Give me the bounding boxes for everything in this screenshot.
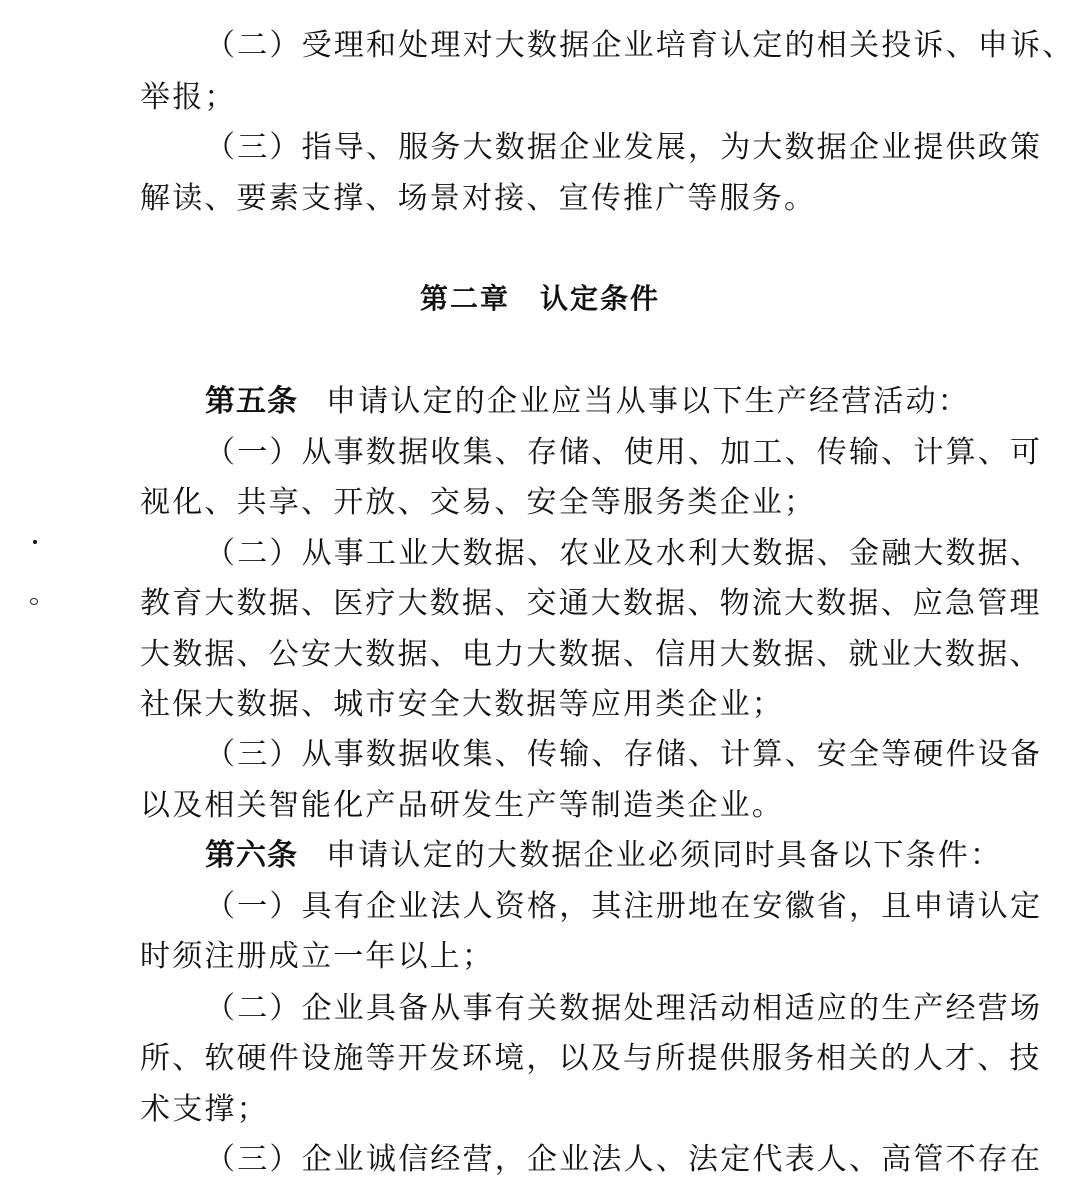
text-line: （二）企业具备从事有关数据处理活动相适应的生产经营场 bbox=[205, 991, 1043, 1026]
chapter-heading bbox=[0, 281, 1080, 317]
chapter-title: 认定条件 bbox=[540, 282, 661, 315]
text-line: （一）从事数据收集、存储、使用、加工、传输、计算、可 bbox=[205, 435, 1043, 470]
article-6-label: 第六条 bbox=[205, 838, 298, 873]
text-line: （三）企业诚信经营，企业法人、法定代表人、高管不存在 bbox=[205, 1142, 1043, 1177]
text-line: 以及相关智能化产品研发生产等制造类企业。 bbox=[140, 788, 784, 823]
text-line: （三）从事数据收集、传输、存储、计算、安全等硬件设备 bbox=[205, 737, 1043, 772]
text-line: 所、软硬件设施等开发环境，以及与所提供服务相关的人才、技 bbox=[140, 1041, 1042, 1076]
text-line: （三）指导、服务大数据企业发展，为大数据企业提供政策 bbox=[205, 130, 1043, 165]
article-6-text: 申请认定的大数据企业必须同时具备以下条件： bbox=[326, 838, 1003, 873]
text-line: 视化、共享、开放、交易、安全等服务类企业； bbox=[140, 485, 817, 520]
text-line: （一）具有企业法人资格，其注册地在安徽省，且申请认定 bbox=[205, 889, 1043, 924]
text-line: 大数据、公安大数据、电力大数据、信用大数据、就业大数据、 bbox=[140, 637, 1042, 672]
text-line: 时须注册成立一年以上； bbox=[140, 939, 495, 974]
scan-speck bbox=[33, 540, 37, 544]
text-line: 社保大数据、城市安全大数据等应用类企业； bbox=[140, 687, 784, 722]
text-line: （二）从事工业大数据、农业及水利大数据、金融大数据、 bbox=[205, 536, 1043, 571]
scan-speck bbox=[30, 598, 38, 605]
text-line: 教育大数据、医疗大数据、交通大数据、物流大数据、应急管理 bbox=[140, 586, 1042, 621]
article-5-intro bbox=[205, 384, 970, 420]
article-5-text: 申请认定的企业应当从事以下生产经营活动： bbox=[326, 384, 970, 419]
text-line: 举报； bbox=[140, 80, 237, 115]
article-6-intro bbox=[205, 838, 1003, 874]
text-line: （二）受理和处理对大数据企业培育认定的相关投诉、申诉、 bbox=[205, 28, 1075, 63]
chapter-number: 第二章 bbox=[419, 282, 510, 315]
article-5-label: 第五条 bbox=[205, 384, 298, 419]
text-line: 解读、要素支撑、场景对接、宣传推广等服务。 bbox=[140, 181, 817, 216]
text-line: 术支撑； bbox=[140, 1092, 269, 1127]
